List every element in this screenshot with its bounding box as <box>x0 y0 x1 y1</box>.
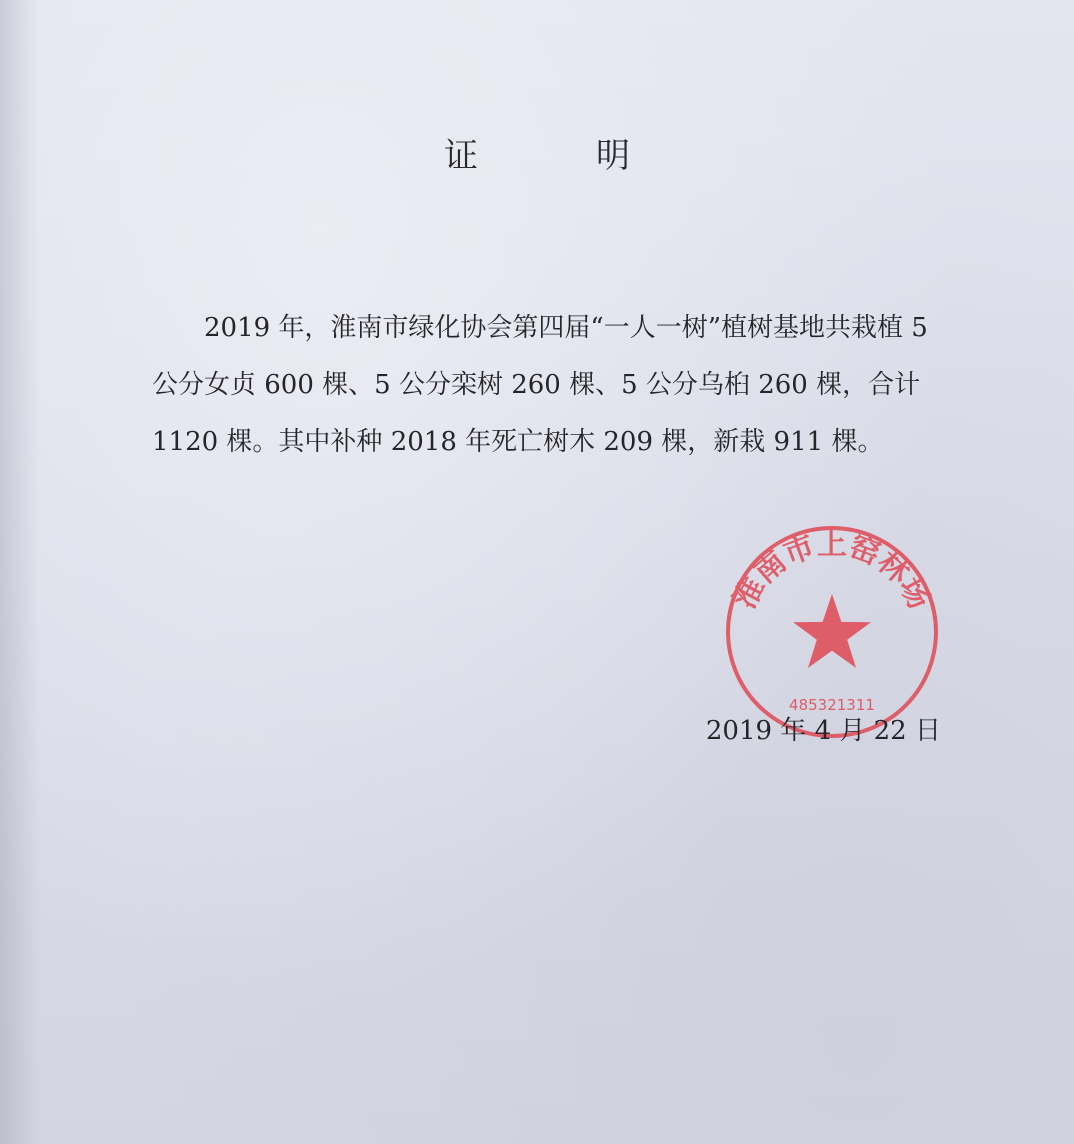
seal-star-icon <box>793 594 871 668</box>
official-seal <box>722 522 942 742</box>
seal-code: 485321311 <box>789 696 875 714</box>
seal-org-name: 淮南市上窑林场 <box>727 527 937 615</box>
document-title: 证 明 <box>444 136 672 176</box>
document-body: 2019 年，淮南市绿化协会第四届“一人一树”植树基地共栽植 5 公分女贞 600 棵、5 公分栾树 260 棵、5 公分乌桕 260 棵，合计 1120 棵。其中补种 2018 年死亡树木 209 棵，新栽 911 棵。 <box>152 313 928 457</box>
document-date: 2019 年 4 月 22 日 <box>705 716 941 746</box>
